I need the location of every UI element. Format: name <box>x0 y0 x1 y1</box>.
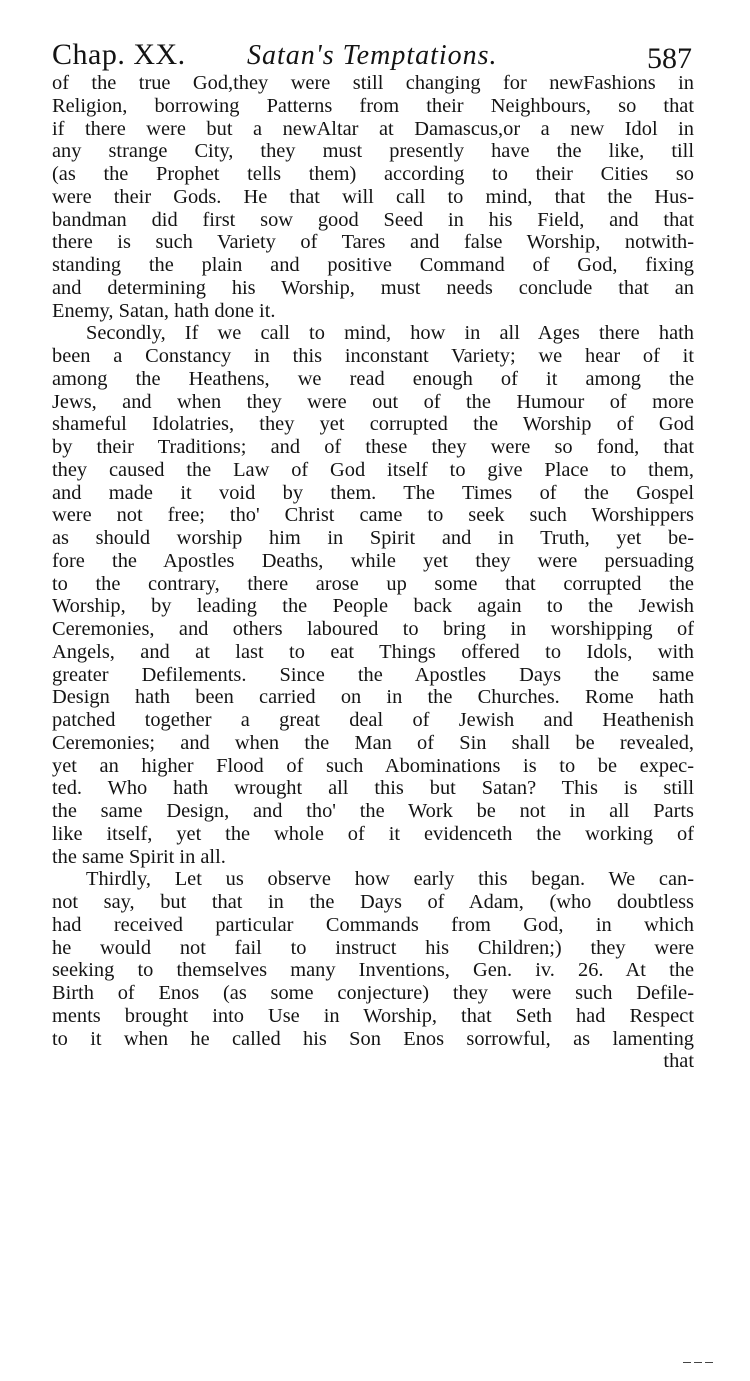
text-line: the same Spirit in all. <box>52 845 226 868</box>
text-line: had received particular Commands from God, in which <box>52 913 694 936</box>
text-line: been a Constancy in this inconstant Variety; we hear of it <box>52 345 694 367</box>
footer-dash <box>683 1362 691 1363</box>
text-line: to it when he called his Son Enos sorrowful, as lamenting <box>52 1027 694 1050</box>
text-line: patched together a great deal of Jewish and Heathenish <box>52 709 694 731</box>
footer-marks <box>683 1350 733 1358</box>
text-line: and made it void by them. The Times of the Gospel <box>52 481 694 504</box>
text-line: Ceremonies; and when the Man of Sin shall be revealed, <box>52 731 694 754</box>
text-line: were not free; tho' Christ came to seek such Worshippers <box>52 504 694 527</box>
text-line: Religion, borrowing Patterns from their Neighbours, so that <box>52 94 694 117</box>
text-line: Angels, and at last to eat Things offered to Idols, with <box>52 640 694 663</box>
text-line: Enemy, Satan, hath done it. <box>52 299 276 322</box>
text-line: and determining his Worship, must needs conclude that an <box>52 276 694 299</box>
text-line: as should worship him in Spirit and in Truth, yet be- <box>52 527 694 549</box>
text-line: yet an higher Flood of such Abominations is to be expec- <box>52 754 694 777</box>
text-line: not say, but that in the Days of Adam, (who doubtless <box>52 891 694 913</box>
text-line: (as the Prophet tells them) according to their Cities so <box>52 163 694 185</box>
body-text <box>52 72 694 1073</box>
text-line: he would not fail to instruct his Children;) they were <box>52 936 694 959</box>
text-line: bandman did first sow good Seed in his Field, and that <box>52 208 694 231</box>
text-line: the same Design, and tho' the Work be not in all Parts <box>52 800 694 822</box>
page-number: 587 <box>647 42 692 75</box>
text-line: were their Gods. He that will call to mind, that the Hus- <box>52 185 694 208</box>
text-line: ments brought into Use in Worship, that Seth had Respect <box>52 1004 694 1027</box>
text-line: fore the Apostles Deaths, while yet they were persuading <box>52 549 694 572</box>
text-line: ted. Who hath wrought all this but Satan? This is still <box>52 777 694 800</box>
text-line: Worship, by leading the People back again to the Jewish <box>52 595 694 618</box>
text-line: of the true God,they were still changing for newFashions in <box>52 72 694 94</box>
text-line: they caused the Law of God itself to give Place to them, <box>52 458 694 481</box>
text-line: if there were but a newAltar at Damascus,or a new Idol in <box>52 117 694 140</box>
footer-dash <box>694 1362 702 1363</box>
chapter-heading: Chap. XX. <box>52 38 186 71</box>
text-line: standing the plain and positive Command of God, fixing <box>52 254 694 276</box>
text-line: like itself, yet the whole of it evidenceth the working of <box>52 822 694 845</box>
catchword: that <box>663 1050 694 1073</box>
paragraph-start-line: Secondly, If we call to mind, how in all Ages there hath <box>86 322 694 345</box>
running-title: Satan's Temptations. <box>247 40 498 71</box>
text-line: greater Defilements. Since the Apostles Days the same <box>52 663 694 686</box>
text-line: Design hath been carried on in the Churches. Rome hath <box>52 686 694 709</box>
text-line: by their Traditions; and of these they were so fond, that <box>52 436 694 458</box>
text-line: among the Heathens, we read enough of it among the <box>52 367 694 390</box>
paragraph-start-line: Thirdly, Let us observe how early this began. We can- <box>86 868 694 891</box>
text-line: to the contrary, there arose up some that corrupted the <box>52 572 694 595</box>
text-line: Birth of Enos (as some conjecture) they were such Defile- <box>52 982 694 1004</box>
text-line: shameful Idolatries, they yet corrupted the Worship of God <box>52 413 694 436</box>
text-line: there is such Variety of Tares and false Worship, notwith- <box>52 231 694 254</box>
text-line: any strange City, they must presently have the like, till <box>52 140 694 163</box>
text-line: Ceremonies, and others laboured to bring in worshipping of <box>52 618 694 640</box>
text-line: seeking to themselves many Inventions, Gen. iv. 26. At the <box>52 959 694 982</box>
footer-dash <box>705 1362 713 1363</box>
text-line: Jews, and when they were out of the Humour of more <box>52 390 694 413</box>
